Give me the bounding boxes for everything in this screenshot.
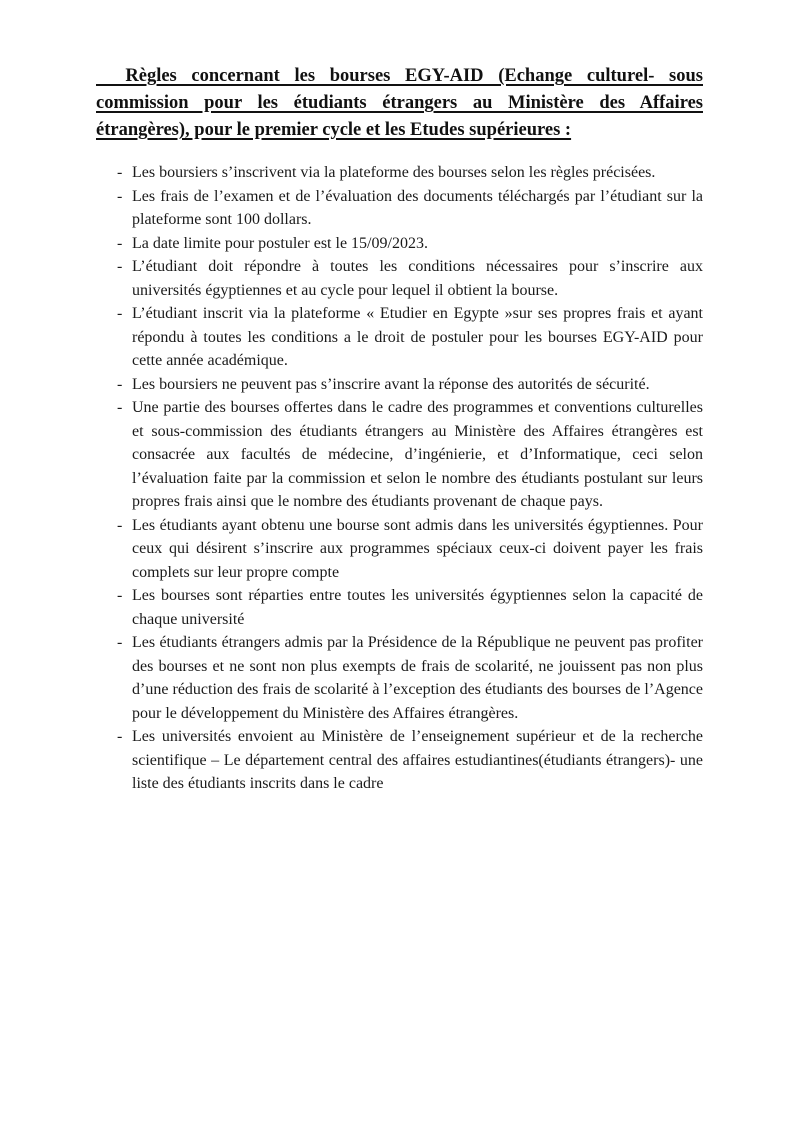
list-item <box>96 396 703 514</box>
list-item <box>96 631 703 725</box>
list-item <box>96 232 703 256</box>
list-item-text: Les étudiants étrangers admis par la Présidence de la République ne peuvent pas profiter des bourses et ne sont non plus exempts de frais de scolarité, ne jouissent pas non plus d’une réduction des frais de scolarité à l’exception des étudiants des bourses de l’Agence pour le développement du Ministère des Affaires étrangères. <box>132 634 703 722</box>
list-item <box>96 185 703 232</box>
list-item-text: Les boursiers s’inscrivent via la plateforme des bourses selon les règles précisées. <box>132 164 656 181</box>
list-item-marker: - <box>117 375 123 393</box>
list-item-text: La date limite pour postuler est le 15/09/2023. <box>132 234 428 252</box>
list-item-text: L’étudiant inscrit via la plateforme « Etudier en Egypte »sur ses propres frais et ayant répondu à toutes les conditions a le droit de postuler pour les bourses EGY-AID pour cette année académique. <box>132 305 703 369</box>
list-item-marker: - <box>117 587 123 604</box>
list-item <box>96 255 703 302</box>
document-title: Règles concernant les bourses EGY-AID (Echange culturel- sous commission pour les étudiants étrangers au Ministère des Affaires étrangères), pour le premier cycle et les Etudes supérieures : <box>96 66 703 140</box>
list-item-marker: - <box>117 399 123 416</box>
list-item <box>96 161 703 185</box>
list-item-text: Une partie des bourses offertes dans le cadre des programmes et conventions culturelles et sous-commission des étudiants étrangers au Ministère des Affaires étrangères est consacrée aux facultés de médecine, d’ingénierie, et d’Informatique, ceci selon l’évaluation faite par la commission et selon le nombre des étudiants postulant sur leurs propres frais ainsi que le nombre des étudiants provenant de chaque pays. <box>132 399 703 510</box>
list-item-marker: - <box>117 634 123 651</box>
list-item-text: Les bourses sont réparties entre toutes les universités égyptiennes selon la capacité de chaque université <box>132 587 703 628</box>
list-item-marker: - <box>117 234 123 252</box>
list-item-text: L’étudiant doit répondre à toutes les conditions nécessaires pour s’inscrire aux universités égyptiennes et au cycle pour lequel il obtient la bourse. <box>132 258 703 299</box>
rules-list <box>96 161 703 796</box>
list-item-marker: - <box>117 728 123 745</box>
list-item-marker: - <box>117 164 123 181</box>
list-item-text: Les étudiants ayant obtenu une bourse sont admis dans les universités égyptiennes. Pour ceux qui désirent s’inscrire aux programmes spéciaux ceux-ci doivent payer les frais complets sur leur propre compte <box>132 516 703 581</box>
list-item <box>96 725 703 796</box>
list-item-marker: - <box>117 258 123 275</box>
list-item-text: Les boursiers ne peuvent pas s’inscrire avant la réponse des autorités de sécurité. <box>132 375 650 393</box>
list-item-marker: - <box>117 516 123 534</box>
list-item <box>96 514 703 585</box>
list-item-text: Les universités envoient au Ministère de l’enseignement supérieur et de la recherche scientifique – Le département central des affaires estudiantines(étudiants étrangers)- une liste des étudiants inscrits dans le cadre <box>132 728 703 792</box>
list-item <box>96 302 703 373</box>
list-item-marker: - <box>117 305 123 322</box>
list-item-text: Les frais de l’examen et de l’évaluation des documents téléchargés par l’étudiant sur la plateforme sont 100 dollars. <box>132 187 703 228</box>
list-item <box>96 373 703 397</box>
list-item-marker: - <box>117 187 123 205</box>
list-item <box>96 584 703 631</box>
